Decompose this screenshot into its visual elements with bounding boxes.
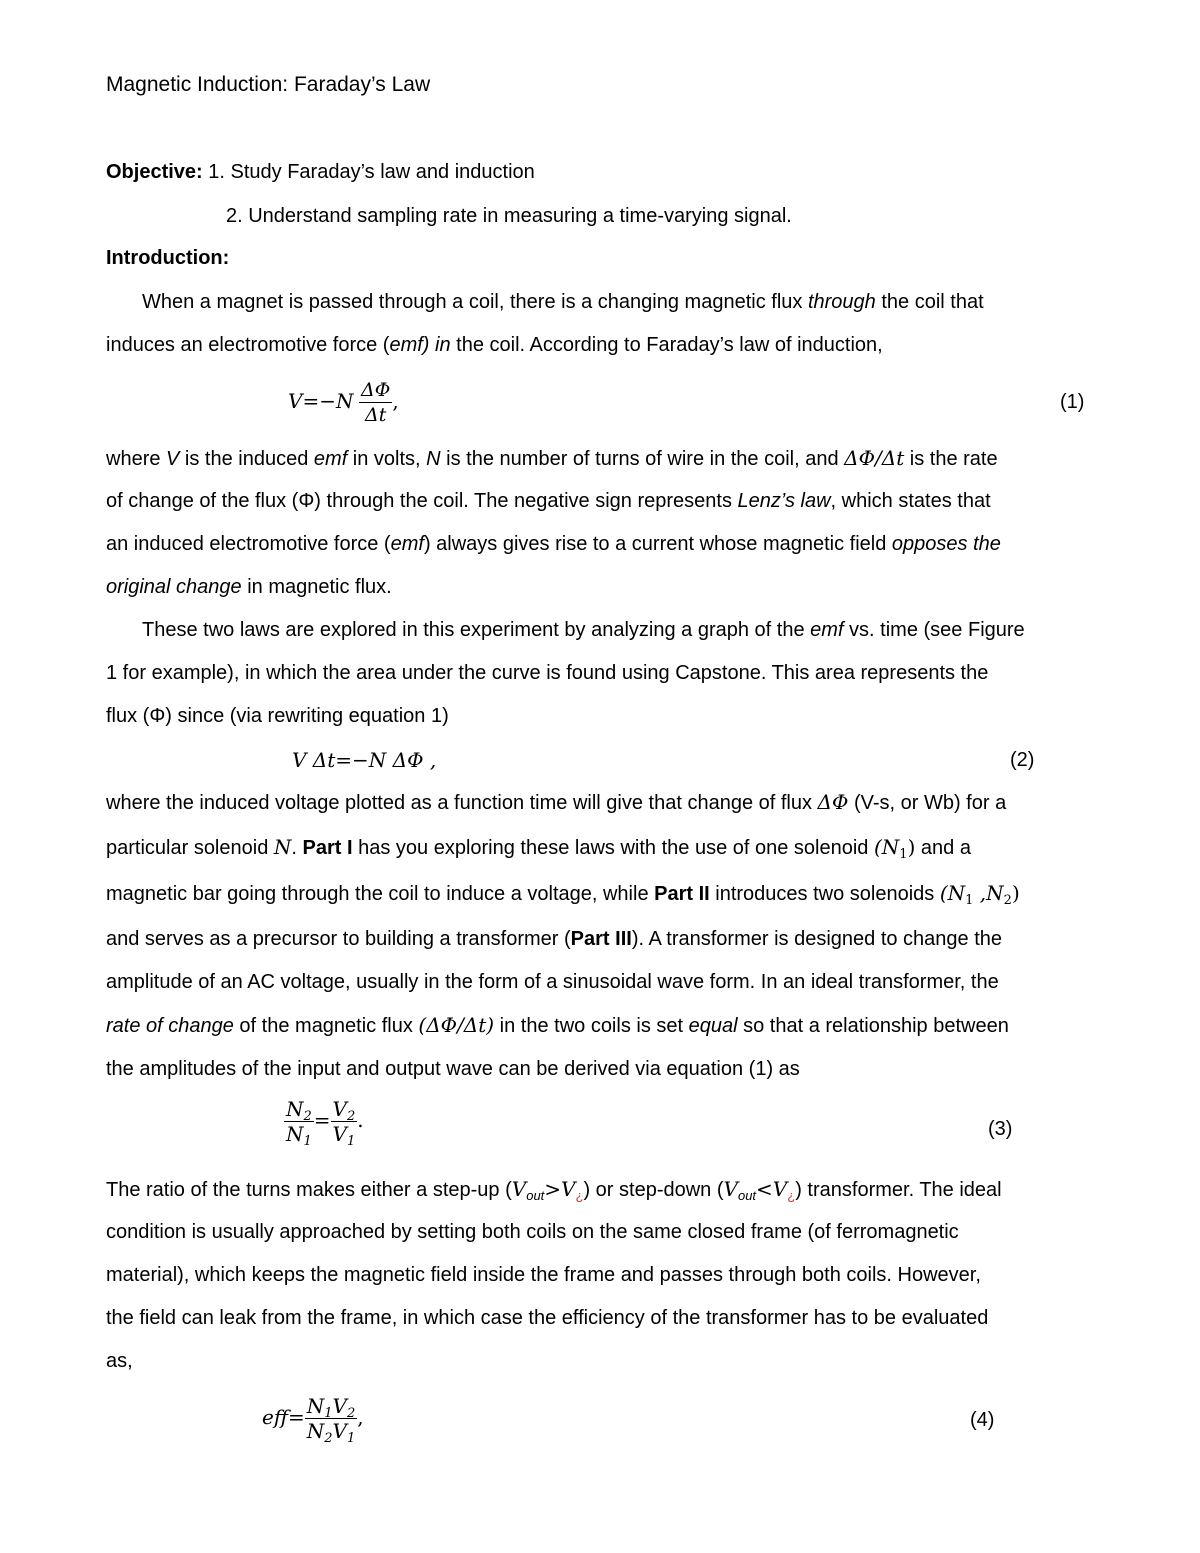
equation-4-number: (4) — [970, 1409, 995, 1431]
paragraph-3-line-3: flux (Φ) since (via rewriting equation 1) — [106, 705, 449, 727]
paragraph-5-line-3: material), which keeps the magnetic field inside the frame and passes through both coils. However, — [106, 1264, 981, 1286]
paragraph-4-line-3: magnetic bar going through the coil to induce a voltage, while Part II introduces two solenoids ($N_1$ $,N_2$) — [106, 881, 1020, 908]
paragraph-4-line-6: rate of change of the magnetic flux (ΔΦ/Δt) in the two coils is set equal so that a relationship between — [106, 1013, 1009, 1037]
paragraph-4-line-7: the amplitudes of the input and output wave can be derived via equation (1) as — [106, 1058, 800, 1080]
paragraph-3-line-1: These two laws are explored in this experiment by analyzing a graph of the emf vs. time (see Figure — [142, 619, 1025, 641]
paragraph-4-line-4: and serves as a precursor to building a transformer (Part III). A transformer is designed to change the — [106, 928, 1003, 950]
paragraph-2-line-1: where V is the induced emf in volts, N is the number of turns of wire in the coil, and ΔΦ/Δt is the rate — [106, 446, 998, 470]
paragraph-5-line-4: the field can leak from the frame, in which case the efficiency of the transformer has to be evaluated — [106, 1307, 989, 1329]
paragraph-2-line-2: of change of the flux (Φ) through the coil. The negative sign represents Lenz’s law, which states that — [106, 490, 991, 512]
objective-item-1: 1. Study Faraday’s law and induction — [208, 161, 535, 183]
paragraph-1-line-2: induces an electromotive force (emf) in the coil. According to Faraday’s law of induction, — [106, 334, 883, 356]
equation-3-number: (3) — [988, 1118, 1013, 1140]
paragraph-3-line-2: 1 for example), in which the area under the curve is found using Capstone. This area represents the — [106, 662, 989, 684]
equation-1-number: (1) — [1060, 391, 1085, 413]
paragraph-4-line-5: amplitude of an AC voltage, usually in the form of a sinusoidal wave form. In an ideal transformer, the — [106, 971, 999, 993]
objective-line-1 — [106, 160, 535, 184]
paragraph-4-line-2: particular solenoid N. Part I has you exploring these laws with the use of one solenoid $(N_1)$ and a — [106, 835, 971, 862]
introduction-heading: Introduction: — [106, 247, 230, 269]
objective-item-2: 2. Understand sampling rate in measuring a time-varying signal. — [226, 205, 792, 227]
page-title: Magnetic Induction: Faraday’s Law — [106, 73, 431, 96]
paragraph-1-line-1: When a magnet is passed through a coil, there is a changing magnetic flux through the coil that — [142, 291, 984, 313]
equation-1: V=−N $\frac{\Delta\Phi}{\Delta t}$ , — [288, 379, 399, 426]
equation-3: $\frac{N_2}{N_1}$ = $\frac{V_2}{V_1}$ . — [286, 1097, 364, 1149]
paragraph-5-line-2: condition is usually approached by setting both coils on the same closed frame (of ferromagnetic — [106, 1221, 959, 1243]
paragraph-5-line-5: as, — [106, 1350, 133, 1372]
equation-2-number: (2) — [1010, 749, 1035, 771]
objective-label: Objective: — [106, 161, 203, 183]
equation-2: V Δt=−N ΔΦ , — [292, 748, 437, 772]
paragraph-2-line-4: original change in magnetic flux. — [106, 576, 392, 598]
equation-4: eff= $\frac{N_1V_2}{N_2V_1}$ , — [262, 1394, 364, 1446]
paragraph-2-line-3: an induced electromotive force (emf) always gives rise to a current whose magnetic field opposes the — [106, 533, 1001, 555]
paragraph-4-line-1: where the induced voltage plotted as a function time will give that change of flux ΔΦ (V-s, or Wb) for a — [106, 790, 1007, 814]
paragraph-5-line-1: The ratio of the turns makes either a step-up $(V_{out}>V_¿)$ or step-down $(V_{out}<V_¿)$ transformer. The ideal — [106, 1177, 1002, 1203]
